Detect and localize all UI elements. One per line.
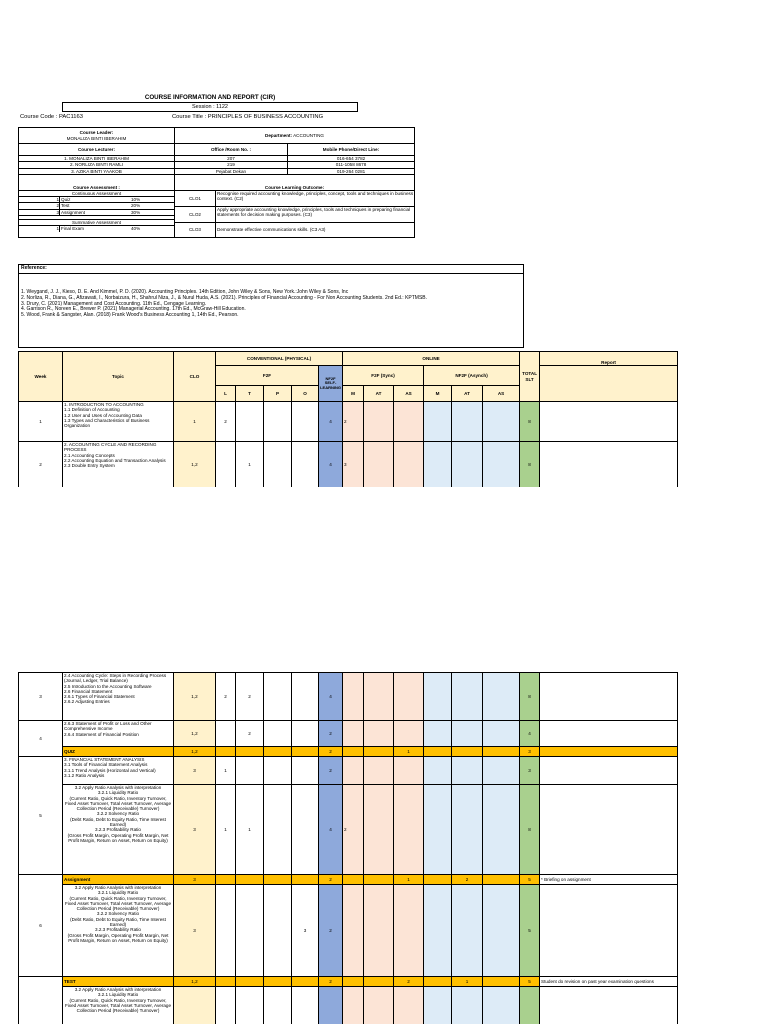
table-cell: 1	[174, 402, 216, 442]
table-cell	[394, 673, 424, 721]
table-cell	[236, 977, 264, 987]
table-cell	[364, 721, 394, 747]
table-cell: 1	[216, 785, 236, 875]
reference-item: 2. Norliza, R., Diana, G., Afizawati, I., Norbaizura, H., Shahrul Niza, J., & Nurul Huda, A.S. (2021). Principles of Financial Accounting - For Non Accounting Students. 2nd Ed.: KPTMSB.	[21, 294, 428, 301]
table-cell	[264, 885, 292, 977]
lecturer-name: 1. MONALIZA BINTI IBERAHIM	[19, 156, 175, 162]
table-cell	[19, 977, 63, 1024]
header-online: ONLINE	[343, 352, 520, 366]
clo-label: Course Learning Outcome:	[175, 174, 415, 190]
table-cell	[424, 987, 452, 1024]
table-row	[19, 785, 678, 875]
table-cell	[424, 673, 452, 721]
table-cell: 1	[19, 402, 63, 442]
table-cell: 1	[394, 747, 424, 757]
table-cell: 3	[343, 442, 364, 488]
table-cell: 3	[174, 875, 216, 885]
course-title: Course Title : PRINCIPLES OF BUSINESS ACCOUNTING	[172, 114, 324, 120]
lecturer-room: 219	[175, 162, 288, 168]
table-cell	[216, 747, 236, 757]
table-cell: 8	[520, 402, 540, 442]
table-cell: 1	[452, 977, 483, 987]
reference-item: 5. Wood, Frank & Sangster, Alan. (2018) Frank Wood's Business Accounting 1, 14th Ed., Pearson.	[21, 312, 239, 318]
table-cell: QUIZ	[63, 747, 174, 757]
lecturer-room: Pejabat Dekan	[175, 168, 288, 174]
table-cell	[216, 987, 236, 1024]
table-cell	[236, 987, 264, 1024]
sub-m: M	[343, 386, 364, 402]
table-cell: 8	[520, 673, 540, 721]
table-cell: 3	[292, 885, 319, 977]
table-cell	[483, 442, 520, 488]
table-cell	[264, 987, 292, 1024]
table-cell	[540, 721, 678, 747]
table-cell	[319, 987, 343, 1024]
table-cell	[264, 757, 292, 785]
table-cell	[236, 402, 264, 442]
table-cell	[540, 785, 678, 875]
table-cell	[424, 747, 452, 757]
topic-cell: 3. FINANCIAL STATEMENT ANALYSIS 3.1 Tools of Financial Statement Analysis 3.1.1 Trend Analysis (Horizontal and Vertical) 3.1.2 Ratio Analysis	[63, 757, 174, 785]
clo-row: CLO3 Demonstrate effective communications skills. (C3 A3)	[175, 223, 414, 237]
assignment-row	[19, 875, 678, 885]
table-cell: 5	[19, 757, 63, 875]
header-nf2f-self: NF2F SELF-LEARNING	[319, 366, 343, 402]
sub-l: L	[216, 386, 236, 402]
table-cell	[343, 977, 364, 987]
lecturer-room: 207	[175, 156, 288, 162]
sub-as: AS	[394, 386, 424, 402]
table-cell	[364, 875, 394, 885]
table-cell	[540, 402, 678, 442]
assessment-row: 2 Test 20%	[19, 203, 174, 209]
reference-box	[18, 264, 524, 348]
table-cell: 1,2	[174, 747, 216, 757]
table-cell	[452, 402, 483, 442]
table-cell: 4	[319, 402, 343, 442]
table-cell: 2	[216, 673, 236, 721]
report-note: Student do revision on past year examination questions	[540, 977, 678, 987]
mobile-label: Mobile Phone/Direct Line:	[288, 144, 415, 156]
table-cell	[540, 885, 678, 977]
topic-cell: 2.4 Accounting Cycle: Steps in Recording Process (Journal, Ledger, Trial Balance) 2.5 Introduction to the Accounting Software 2.6 Financial Statement 2.6.1 Types of Financial Statement 2.6.2 Adjusting Entries	[63, 673, 174, 721]
table-cell	[174, 987, 216, 1024]
table-cell	[452, 721, 483, 747]
table-cell: 2	[319, 747, 343, 757]
table-cell	[424, 885, 452, 977]
table-cell: 4	[319, 673, 343, 721]
sub-at: AT	[452, 386, 483, 402]
table-cell	[520, 987, 540, 1024]
table-row	[19, 885, 678, 977]
sub-t: T	[236, 386, 264, 402]
header-f2f-sync: F2F (Sync)	[343, 366, 424, 386]
table-row	[19, 757, 678, 785]
table-cell	[452, 757, 483, 785]
table-cell	[424, 402, 452, 442]
table-cell	[292, 402, 319, 442]
table-cell: 2	[452, 875, 483, 885]
table-cell: 4	[19, 721, 63, 757]
table-cell	[343, 987, 364, 1024]
table-cell	[364, 757, 394, 785]
course-leader-cell: Course Leader: MONALIZA BINTI IBERAHIM	[19, 128, 175, 144]
table-cell	[292, 757, 319, 785]
table-cell	[424, 977, 452, 987]
table-cell	[540, 442, 678, 488]
table-cell	[343, 673, 364, 721]
course-code: Course Code : PAC1163	[20, 114, 83, 120]
table-cell: 4	[319, 442, 343, 488]
table-cell	[292, 747, 319, 757]
table-cell	[483, 673, 520, 721]
table-cell: 3	[19, 673, 63, 721]
table-cell	[424, 785, 452, 875]
header-clo: CLO	[174, 352, 216, 402]
reference-label: Reference:	[19, 265, 523, 274]
table-cell	[364, 885, 394, 977]
topic-cell: 3.2 Apply Ratio Analysis with interpretation 3.2.1 Liquidity Ratio (Current Ratio, Quick Ratio, Inventory Turnover, Fixed Asset Turnover, Total Asset Turnover, Average Collection Period (Receivable) Turnover) 3.2.2 Solvency Ratio (Debt Ratio, Debt to Equity Ratio, Time Interest Earned) 3.2.3 Profitability Ratio (Gross Profit Margin, Operating Profit Margin, Net Profit Margin, Return on Asset, Return on Equity)	[63, 785, 174, 875]
table-cell	[483, 785, 520, 875]
table-cell	[540, 987, 678, 1024]
table-cell	[364, 987, 394, 1024]
table-cell	[394, 757, 424, 785]
lecturer-name: 2. NORLIZA BINTI RAMLI	[19, 162, 175, 168]
department-cell: Department: ACCOUNTING	[175, 128, 415, 144]
course-lecturer-label: Course Lecturer:	[19, 144, 175, 156]
table-cell: 2	[394, 977, 424, 987]
schedule-clip-1	[18, 351, 678, 487]
schedule-table	[18, 351, 678, 487]
course-info-table	[18, 127, 415, 238]
table-cell	[292, 977, 319, 987]
table-cell	[343, 721, 364, 747]
table-cell	[394, 885, 424, 977]
table-cell	[483, 402, 520, 442]
table-cell: 2	[236, 673, 264, 721]
table-cell: 5	[520, 875, 540, 885]
table-cell: 4	[319, 785, 343, 875]
table-row	[19, 673, 678, 721]
table-cell	[264, 402, 292, 442]
table-cell	[424, 442, 452, 488]
table-cell	[424, 875, 452, 885]
table-cell	[343, 747, 364, 757]
assessment-label: Course Assessment :	[19, 174, 175, 190]
table-cell: 1,2	[174, 673, 216, 721]
table-cell	[452, 987, 483, 1024]
header-f2f: F2F	[216, 366, 319, 386]
table-cell	[364, 442, 394, 488]
table-cell: 1,2	[174, 721, 216, 747]
table-cell	[364, 673, 394, 721]
clo-row: CLO2 Apply appropriate accounting knowledge, principles, tools and techniques in preparing financial statements for decision making purposes. (C3)	[175, 207, 414, 223]
table-cell	[216, 977, 236, 987]
table-cell: 2	[319, 757, 343, 785]
table-cell	[452, 885, 483, 977]
table-cell: 8	[520, 785, 540, 875]
page-title: COURSE INFORMATION AND REPORT (CIR)	[144, 94, 276, 101]
table-cell	[364, 977, 394, 987]
table-cell: 1	[394, 875, 424, 885]
table-cell	[236, 747, 264, 757]
table-cell	[264, 673, 292, 721]
table-cell	[394, 987, 424, 1024]
header-conventional: CONVENTIONAL (PHYSICAL)	[216, 352, 343, 366]
table-cell	[264, 442, 292, 488]
office-label: Office /Room No. :	[175, 144, 288, 156]
sub-o: O	[292, 386, 319, 402]
quiz-row	[19, 747, 678, 757]
clo-row: CLO1 Recognise required accounting knowledge, principles, concept, tools and techniques in business context. (C2)	[175, 191, 414, 207]
table-cell	[216, 442, 236, 488]
lecturer-name: 3. AZIKA BINTI YAAKOB	[19, 168, 175, 174]
table-cell	[483, 747, 520, 757]
table-cell	[236, 885, 264, 977]
table-cell	[216, 721, 236, 747]
table-cell	[540, 673, 678, 721]
assessment-cell	[19, 190, 175, 237]
table-cell: 2	[236, 721, 264, 747]
table-cell: 5	[520, 977, 540, 987]
table-cell	[236, 757, 264, 785]
clo-cell	[175, 190, 415, 237]
table-cell	[452, 673, 483, 721]
table-row	[19, 721, 678, 747]
table-cell: 2	[319, 977, 343, 987]
table-cell: 1	[236, 785, 264, 875]
table-row	[19, 987, 678, 1024]
table-cell	[424, 757, 452, 785]
table-cell: 1,2	[174, 977, 216, 987]
header-total-slt: TOTAL SLT	[520, 352, 540, 402]
report-note: * Briefing on assignment	[540, 875, 678, 885]
assessment-row: 1 Final Exam 40%	[56, 226, 141, 232]
table-cell	[483, 987, 520, 1024]
table-cell: TEST	[63, 977, 174, 987]
table-cell: 2	[319, 721, 343, 747]
table-cell	[292, 673, 319, 721]
schedule-clip-2	[18, 672, 678, 1024]
sub-p: P	[264, 386, 292, 402]
table-cell	[264, 747, 292, 757]
table-cell	[292, 442, 319, 488]
lecturer-phone: 011-1058 8678	[288, 162, 415, 168]
topic-cell: 3.2 Apply Ratio Analysis with interpretation 3.2.1 Liquidity Ratio (Current Ratio, Quick Ratio, Inventory Turnover, Fixed Asset Turnover, Total Asset Turnover, Average Collection Period (Receivable) Turnover)	[63, 987, 174, 1024]
table-cell: 2	[216, 402, 236, 442]
table-cell: 2	[343, 785, 364, 875]
table-cell	[483, 875, 520, 885]
table-cell	[394, 721, 424, 747]
table-cell	[236, 875, 264, 885]
table-cell	[540, 757, 678, 785]
table-cell	[540, 747, 678, 757]
table-cell	[424, 721, 452, 747]
table-cell: 4	[520, 721, 540, 747]
table-cell: Assignment	[63, 875, 174, 885]
table-cell	[292, 875, 319, 885]
table-cell	[343, 875, 364, 885]
table-cell	[483, 721, 520, 747]
table-cell: 2	[343, 402, 364, 442]
session-box: Session : 1122	[62, 102, 358, 112]
lecturer-phone: 019-264 0281	[288, 168, 415, 174]
table-cell	[343, 885, 364, 977]
table-cell: 3	[520, 757, 540, 785]
topic-cell: 3.2 Apply Ratio Analysis with interpretation 3.2.1 Liquidity Ratio (Current Ratio, Quick Ratio, Inventory Turnover, Fixed Asset Turnover, Total Asset Turnover, Average Collection Period (Receivable) Turnover) 3.2.2 Solvency Ratio (Debt Ratio, Debt to Equity Ratio, Time Interest Earned) 3.2.3 Profitability Ratio (Gross Profit Margin, Operating Profit Margin, Net Profit Margin, Return on Asset, Return on Equity)	[63, 885, 174, 977]
table-cell	[483, 757, 520, 785]
header-nf2f-async: NF2F (Asynch)	[424, 366, 520, 386]
table-cell	[292, 721, 319, 747]
assessment-row: 1 Quiz 10%	[19, 197, 174, 203]
sub-at: AT	[364, 386, 394, 402]
test-row	[19, 977, 678, 987]
header-report: Report	[540, 352, 678, 366]
table-cell: 2	[19, 442, 63, 488]
table-cell	[394, 402, 424, 442]
table-cell: 3	[174, 785, 216, 875]
schedule-table-continued	[18, 672, 678, 1024]
table-cell	[264, 977, 292, 987]
topic-cell: 2. ACCOUNTING CYCLE AND RECORDING PROCESS 2.1 Accounting Concepts 2.2 Accounting Equation and Transaction Analysis 2.3 Double Entry System	[63, 442, 174, 488]
table-cell	[292, 785, 319, 875]
table-cell	[216, 875, 236, 885]
table-cell: 1	[216, 757, 236, 785]
reference-item: 3. Drury, C. (2021) Management and Cost Accounting. 11th Ed., Cengage Learning.	[21, 300, 207, 307]
table-cell	[483, 885, 520, 977]
table-row	[19, 402, 678, 442]
table-cell: 3	[174, 757, 216, 785]
table-cell	[483, 977, 520, 987]
assessment-row: 3 Assignment 30%	[19, 210, 174, 216]
table-cell: 6	[19, 875, 63, 977]
table-cell	[264, 721, 292, 747]
summative-label: Summative Assessment	[19, 219, 174, 226]
reference-item: 4. Garrison R., Noreen E., Brewer P. (2021) Managerial Accounting. 17th Ed., McGraw-Hill Education.	[21, 306, 246, 313]
table-cell	[394, 785, 424, 875]
table-cell	[264, 785, 292, 875]
table-cell	[264, 875, 292, 885]
sub-m: M	[424, 386, 452, 402]
table-cell: 3	[520, 747, 540, 757]
table-row	[19, 442, 678, 488]
header-topic: Topic	[63, 352, 174, 402]
table-cell	[343, 757, 364, 785]
table-cell	[364, 402, 394, 442]
table-cell	[364, 785, 394, 875]
reference-item: 1. Weygand, J. J., Kieso, D. E. And Kimmel, P. D. (2020). Accounting Principles. 14th Edition, John Wiley & Sons, New York.:John Wiley & Sons, Inc	[21, 289, 349, 295]
table-cell: 2	[319, 875, 343, 885]
table-cell: 5	[520, 885, 540, 977]
table-cell: 3	[174, 885, 216, 977]
table-cell	[394, 442, 424, 488]
table-cell: 2	[319, 885, 343, 977]
table-cell: 1,2	[174, 442, 216, 488]
table-cell: 1	[236, 442, 264, 488]
table-cell	[452, 442, 483, 488]
table-cell	[364, 747, 394, 757]
header-week: Week	[19, 352, 63, 402]
table-cell	[292, 987, 319, 1024]
topic-cell: 2.6.3 Statement of Profit or Loss and Other Comprehensive Income 2.6.4 Statement of Financial Position	[63, 721, 174, 747]
table-cell	[216, 885, 236, 977]
sub-as: AS	[483, 386, 520, 402]
topic-cell: 1. INTRODUCTION TO ACCOUNTING 1.1 Definition of Accounting 1.2 User and Uses of Accounting Data 1.3 Types and Characteristics of Business Organization	[63, 402, 174, 442]
table-cell: 8	[520, 442, 540, 488]
table-cell	[452, 785, 483, 875]
continuous-label: Continuous Assessment	[19, 191, 174, 197]
header-report-blank	[540, 366, 678, 402]
table-cell	[452, 747, 483, 757]
lecturer-phone: 016-654 3782	[288, 156, 415, 162]
